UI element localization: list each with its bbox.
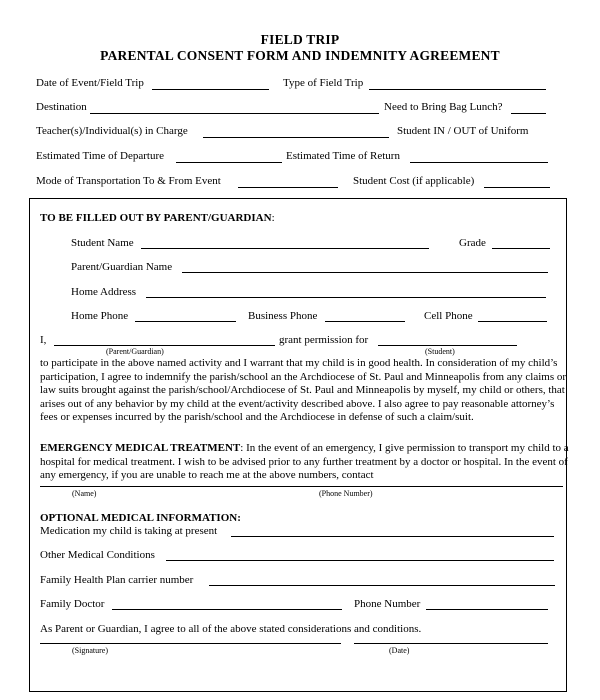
bag-lunch-label: Need to Bring Bag Lunch? <box>384 101 503 113</box>
teacher-field[interactable] <box>203 137 389 138</box>
home-address-field[interactable] <box>146 297 546 298</box>
student-consent-name-field[interactable] <box>378 345 517 346</box>
doctor-phone-label: Phone Number <box>354 598 421 610</box>
i-label: I, <box>40 334 47 346</box>
emergency-contact-field[interactable] <box>40 486 563 487</box>
emergency-paragraph: EMERGENCY MEDICAL TREATMENT: In the event of an emergency, I give permission to transport my child to a hospital for medical treatment. I wish to be advised prior to any further treatment by a doctor or hospital. In the event of any emergency, if you are unable to reach me at the above numbers, contact <box>40 442 569 481</box>
cell-phone-field[interactable] <box>478 321 547 322</box>
form-title: FIELD TRIP <box>260 32 340 47</box>
name-caption: (Name) <box>72 489 97 498</box>
date-caption: (Date) <box>389 646 410 655</box>
medication-field[interactable] <box>231 536 554 537</box>
phone-number-caption: (Phone Number) <box>319 489 373 498</box>
parent-name-label: Parent/Guardian Name <box>71 261 173 273</box>
date-field[interactable] <box>152 89 269 90</box>
grade-label: Grade <box>459 237 486 249</box>
conditions-field[interactable] <box>166 560 554 561</box>
departure-label: Estimated Time of Departure <box>36 150 165 162</box>
signature-field[interactable] <box>40 643 341 644</box>
parent-section-heading: TO BE FILLED OUT BY PARENT/GUARDIAN: <box>40 212 275 224</box>
business-phone-label: Business Phone <box>248 310 318 322</box>
conditions-label: Other Medical Conditions <box>40 549 155 561</box>
parent-name-field[interactable] <box>182 272 548 273</box>
student-name-field[interactable] <box>141 248 429 249</box>
doctor-label: Family Doctor <box>40 598 105 610</box>
grant-label: grant permission for <box>279 334 369 346</box>
cell-phone-label: Cell Phone <box>424 310 473 322</box>
trip-type-field[interactable] <box>369 89 546 90</box>
bag-lunch-field[interactable] <box>511 113 546 114</box>
return-field[interactable] <box>410 162 548 163</box>
transport-field[interactable] <box>238 187 338 188</box>
agreement-statement: As Parent or Guardian, I agree to all of the above stated considerations and conditions. <box>40 623 422 635</box>
signature-caption: (Signature) <box>72 646 108 655</box>
agreement-paragraph: to participate in the above named activity and I warrant that my child is in good health. In consideration of my child’s participation, I agree to indemnify the parish/school an the Archdiocese of St. Paul and Minneapolis from any claims or law suits brought against the parish/school/Archdiocese of St. Paul and Minneapolis by myself, my child or others, that arises out of any behavior by my child at the event/activity described above. I also agree to pay reasonable attorney’s fees or expenses incurred by the parish/school and the Archdiocese in defense of such a claim/suit. <box>40 357 567 423</box>
form-subtitle: PARENTAL CONSENT FORM AND INDEMNITY AGREEMENT <box>100 48 500 63</box>
medication-label: Medication my child is taking at present <box>40 525 218 537</box>
departure-field[interactable] <box>176 162 282 163</box>
parent-caption: (Parent/Guardian) <box>106 347 164 356</box>
emergency-heading: EMERGENCY MEDICAL TREATMENT <box>40 442 241 454</box>
student-caption: (Student) <box>425 347 455 356</box>
doctor-phone-field[interactable] <box>426 609 548 610</box>
medical-heading: OPTIONAL MEDICAL INFORMATION: <box>40 512 241 524</box>
home-phone-label: Home Phone <box>71 310 129 322</box>
student-name-label: Student Name <box>71 237 134 249</box>
trip-type-label: Type of Field Trip <box>283 77 364 89</box>
cost-field[interactable] <box>484 187 550 188</box>
destination-field[interactable] <box>90 113 379 114</box>
date-label: Date of Event/Field Trip <box>36 77 144 89</box>
uniform-label[interactable]: Student IN / OUT of Uniform <box>397 125 529 137</box>
teacher-label: Teacher(s)/Individual(s) in Charge <box>36 125 188 137</box>
cost-label: Student Cost (if applicable) <box>353 175 475 187</box>
doctor-field[interactable] <box>112 609 342 610</box>
transport-label: Mode of Transportation To & From Event <box>36 175 221 187</box>
health-plan-label: Family Health Plan carrier number <box>40 574 194 586</box>
parent-consent-name-field[interactable] <box>54 345 275 346</box>
home-phone-field[interactable] <box>135 321 236 322</box>
destination-label: Destination <box>36 101 87 113</box>
return-label: Estimated Time of Return <box>286 150 400 162</box>
date-signed-field[interactable] <box>354 643 548 644</box>
health-plan-field[interactable] <box>209 585 555 586</box>
home-address-label: Home Address <box>71 286 137 298</box>
grade-field[interactable] <box>492 248 550 249</box>
business-phone-field[interactable] <box>325 321 405 322</box>
